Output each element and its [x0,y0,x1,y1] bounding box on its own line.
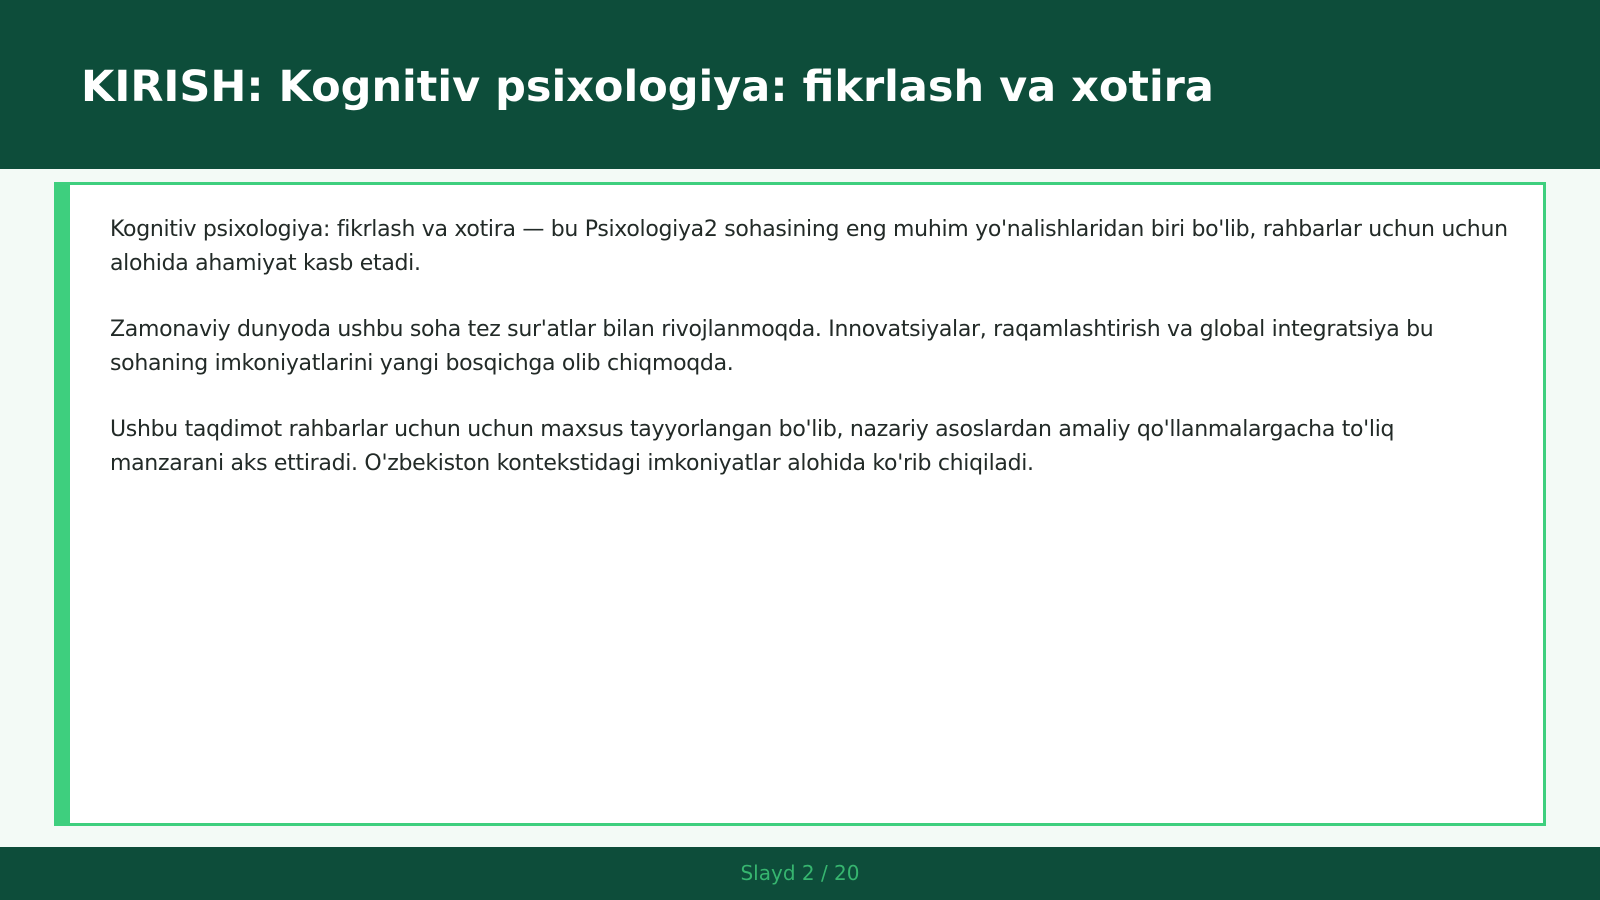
content-body [110,213,1510,513]
content-card [54,182,1546,826]
content-paragraph: Ushbu taqdimot rahbarlar uchun uchun maxsus tayyorlangan bo'lib, nazariy asoslardan amaliy qo'llanmalargacha to'liq manzarani aks ettiradi. O'zbekiston kontekstidagi imkoniyatlar alohida ko'rib chiqiladi. [110,417,1395,476]
slide-footer [0,847,1600,900]
slide-counter: Slayd 2 / 20 [740,861,860,885]
content-paragraph: Kognitiv psixologiya: fikrlash va xotira — bu Psixologiya2 sohasining eng muhim yo'nalishlaridan biri bo'lib, rahbarlar uchun uchun alohida ahamiyat kasb etadi. [110,217,1508,276]
content-paragraph: Zamonaviy dunyoda ushbu soha tez sur'atlar bilan rivojlanmoqda. Innovatsiyalar, raqamlashtirish va global integratsiya bu sohaning imkoniyatlarini yangi bosqichga olib chiqmoqda. [110,317,1434,376]
slide-title: KIRISH: Kognitiv psixologiya: fikrlash va xotira [81,62,1214,112]
slide-header [0,0,1600,169]
